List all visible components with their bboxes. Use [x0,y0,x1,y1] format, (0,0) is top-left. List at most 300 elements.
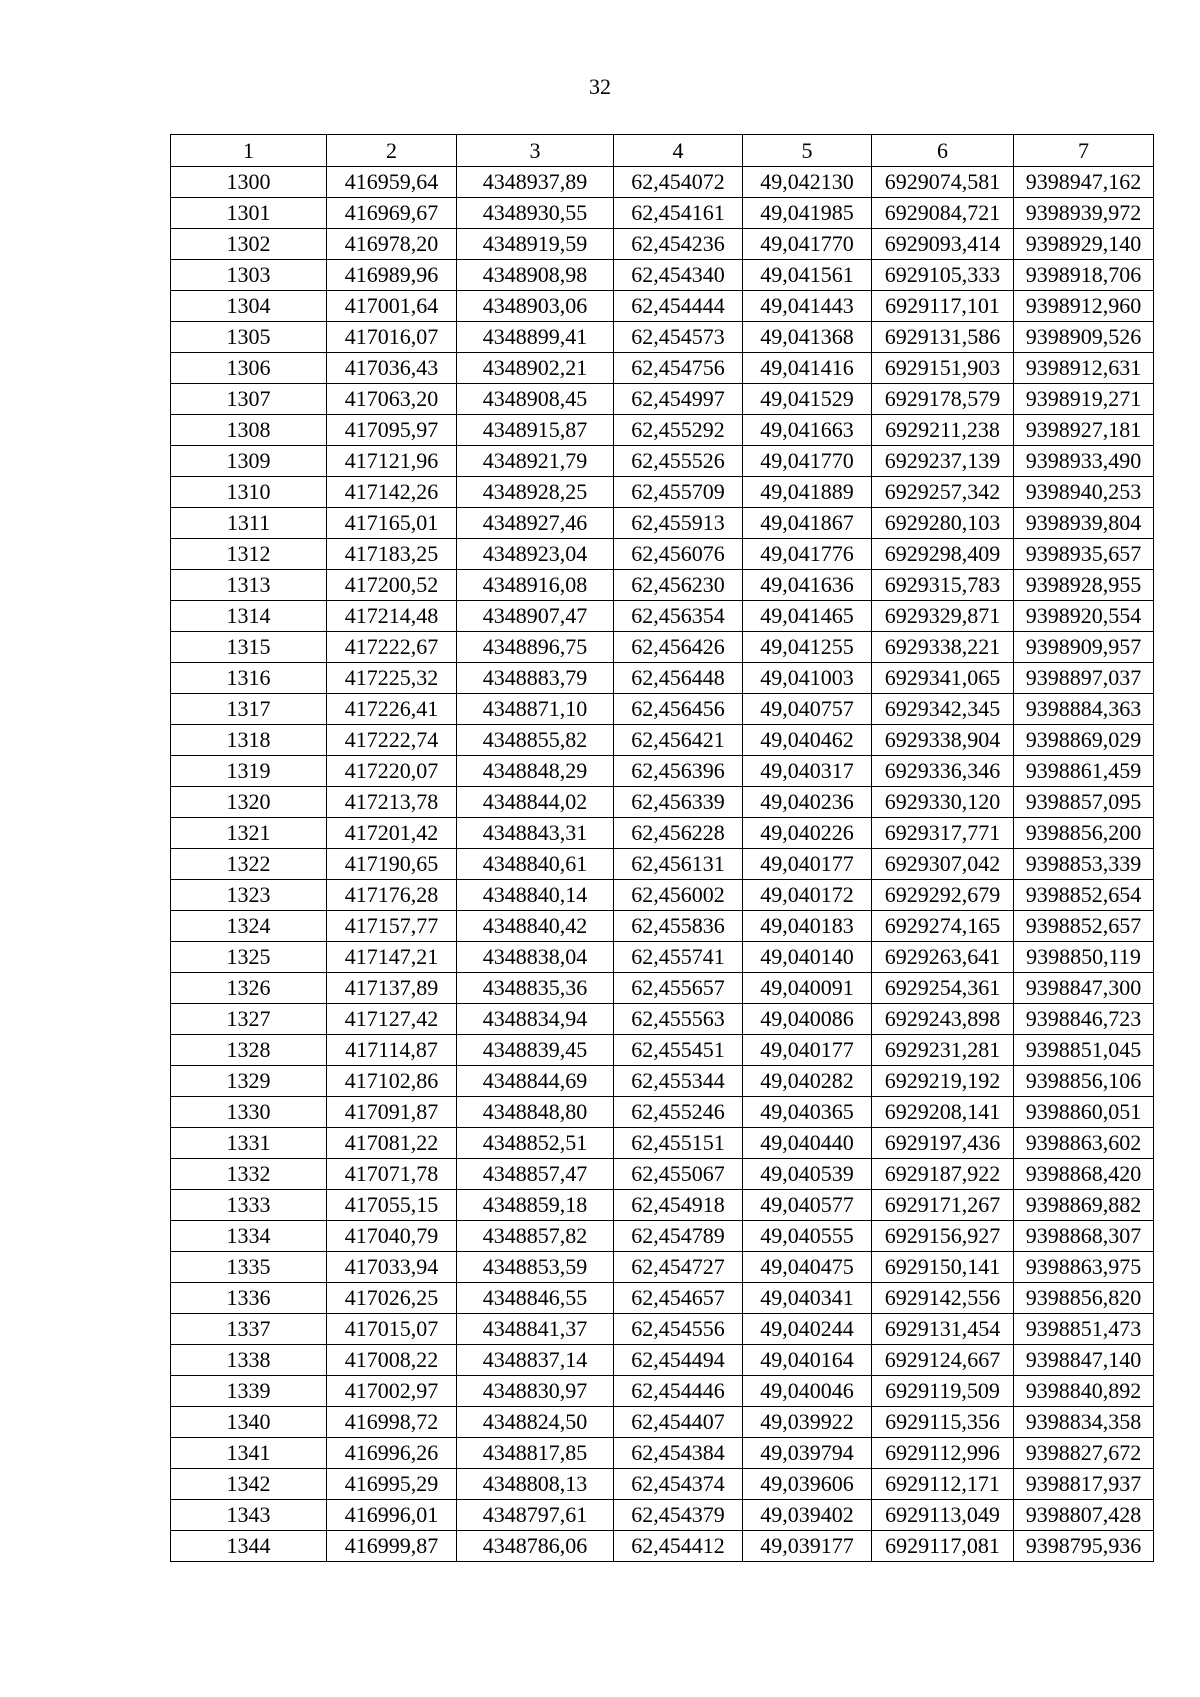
table-cell: 49,041529 [743,384,872,415]
table-cell: 6929254,361 [872,973,1014,1004]
table-row [171,1500,1154,1531]
table-cell: 49,040183 [743,911,872,942]
table-cell: 4348837,14 [457,1345,614,1376]
table-row [171,787,1154,818]
table-cell: 49,040341 [743,1283,872,1314]
table-cell: 6929341,065 [872,663,1014,694]
table-cell: 6929178,579 [872,384,1014,415]
table-cell: 417157,77 [327,911,457,942]
table-cell: 417016,07 [327,322,457,353]
table-cell: 49,039922 [743,1407,872,1438]
table-cell: 9398851,473 [1014,1314,1154,1345]
table-cell: 62,456354 [614,601,743,632]
table-cell: 417225,32 [327,663,457,694]
table-cell: 9398863,602 [1014,1128,1154,1159]
table-row [171,167,1154,198]
table-cell: 4348853,59 [457,1252,614,1283]
table-cell: 417222,74 [327,725,457,756]
table-cell: 4348937,89 [457,167,614,198]
table-cell: 4348844,02 [457,787,614,818]
table-cell: 49,040236 [743,787,872,818]
column-header-6: 6 [872,135,1014,167]
table-cell: 6929115,356 [872,1407,1014,1438]
table-cell: 4348883,79 [457,663,614,694]
table-cell: 416959,64 [327,167,457,198]
table-cell: 4348902,21 [457,353,614,384]
column-header-3: 3 [457,135,614,167]
point-id-cell: 1333 [171,1190,327,1221]
table-cell: 9398846,723 [1014,1004,1154,1035]
table-header [171,135,1154,167]
table-row [171,880,1154,911]
table-cell: 4348835,36 [457,973,614,1004]
table-cell: 6929171,267 [872,1190,1014,1221]
table-cell: 417190,65 [327,849,457,880]
table-row [171,1190,1154,1221]
table-row [171,1004,1154,1035]
table-cell: 417213,78 [327,787,457,818]
table-cell: 4348848,29 [457,756,614,787]
table-cell: 417015,07 [327,1314,457,1345]
table-cell: 4348916,08 [457,570,614,601]
point-id-cell: 1324 [171,911,327,942]
point-id-cell: 1342 [171,1469,327,1500]
point-id-cell: 1331 [171,1128,327,1159]
column-header-5: 5 [743,135,872,167]
point-id-cell: 1312 [171,539,327,570]
table-cell: 62,455067 [614,1159,743,1190]
table-cell: 62,454444 [614,291,743,322]
table-cell: 6929142,556 [872,1283,1014,1314]
table-row [171,1097,1154,1128]
table-cell: 62,455709 [614,477,743,508]
point-id-cell: 1321 [171,818,327,849]
table-row [171,1066,1154,1097]
table-row [171,1531,1154,1562]
table-cell: 4348786,06 [457,1531,614,1562]
table-row [171,756,1154,787]
table-body [171,167,1154,1562]
table-row [171,291,1154,322]
table-cell: 49,041443 [743,291,872,322]
table-cell: 417121,96 [327,446,457,477]
table-cell: 49,041416 [743,353,872,384]
page-number: 32 [589,74,611,99]
table-cell: 62,455246 [614,1097,743,1128]
point-id-cell: 1301 [171,198,327,229]
table-cell: 6929131,586 [872,322,1014,353]
table-cell: 62,454161 [614,198,743,229]
table-cell: 417142,26 [327,477,457,508]
table-cell: 417114,87 [327,1035,457,1066]
table-cell: 4348839,45 [457,1035,614,1066]
table-cell: 4348908,45 [457,384,614,415]
table-cell: 9398856,106 [1014,1066,1154,1097]
table-cell: 416969,67 [327,198,457,229]
table-cell: 9398939,804 [1014,508,1154,539]
point-id-cell: 1309 [171,446,327,477]
table-cell: 417147,21 [327,942,457,973]
table-cell: 6929329,871 [872,601,1014,632]
table-cell: 416996,01 [327,1500,457,1531]
point-id-cell: 1323 [171,880,327,911]
table-row [171,1159,1154,1190]
table-cell: 62,455563 [614,1004,743,1035]
point-id-cell: 1303 [171,260,327,291]
table-cell: 62,454340 [614,260,743,291]
table-cell: 4348840,61 [457,849,614,880]
table-cell: 6929292,679 [872,880,1014,911]
table-cell: 49,039606 [743,1469,872,1500]
table-cell: 4348927,46 [457,508,614,539]
point-id-cell: 1306 [171,353,327,384]
table-row [171,229,1154,260]
table-cell: 62,454407 [614,1407,743,1438]
table-cell: 6929117,081 [872,1531,1014,1562]
coordinates-table [170,134,1154,1562]
table-cell: 62,455151 [614,1128,743,1159]
table-cell: 416989,96 [327,260,457,291]
table-cell: 49,040177 [743,1035,872,1066]
table-cell: 417102,86 [327,1066,457,1097]
table-row [171,1345,1154,1376]
point-id-cell: 1329 [171,1066,327,1097]
table-cell: 49,041889 [743,477,872,508]
point-id-cell: 1314 [171,601,327,632]
point-id-cell: 1313 [171,570,327,601]
table-cell: 9398933,490 [1014,446,1154,477]
table-cell: 49,040086 [743,1004,872,1035]
table-cell: 4348808,13 [457,1469,614,1500]
point-id-cell: 1317 [171,694,327,725]
point-id-cell: 1341 [171,1438,327,1469]
table-cell: 417063,20 [327,384,457,415]
table-cell: 62,454997 [614,384,743,415]
table-cell: 417071,78 [327,1159,457,1190]
table-cell: 4348928,25 [457,477,614,508]
table-cell: 6929330,120 [872,787,1014,818]
point-id-cell: 1310 [171,477,327,508]
point-id-cell: 1316 [171,663,327,694]
point-id-cell: 1319 [171,756,327,787]
table-row [171,1283,1154,1314]
table-cell: 9398935,657 [1014,539,1154,570]
table-cell: 4348838,04 [457,942,614,973]
table-cell: 417040,79 [327,1221,457,1252]
table-cell: 6929112,996 [872,1438,1014,1469]
table-cell: 6929307,042 [872,849,1014,880]
table-row [171,942,1154,973]
table-cell: 49,039794 [743,1438,872,1469]
table-cell: 417220,07 [327,756,457,787]
table-cell: 417095,97 [327,415,457,446]
table-cell: 9398847,140 [1014,1345,1154,1376]
table-cell: 49,040577 [743,1190,872,1221]
point-id-cell: 1308 [171,415,327,446]
table-cell: 62,454573 [614,322,743,353]
table-cell: 6929074,581 [872,167,1014,198]
table-cell: 416995,29 [327,1469,457,1500]
table-cell: 416998,72 [327,1407,457,1438]
table-cell: 6929231,281 [872,1035,1014,1066]
table-cell: 9398856,820 [1014,1283,1154,1314]
table-cell: 417226,41 [327,694,457,725]
table-cell: 9398852,654 [1014,880,1154,911]
point-id-cell: 1322 [171,849,327,880]
table-row [171,601,1154,632]
point-id-cell: 1332 [171,1159,327,1190]
table-cell: 49,041561 [743,260,872,291]
table-row [171,1438,1154,1469]
table-cell: 9398853,339 [1014,849,1154,880]
table-cell: 6929237,139 [872,446,1014,477]
table-cell: 49,039177 [743,1531,872,1562]
table-cell: 4348857,47 [457,1159,614,1190]
table-cell: 62,454446 [614,1376,743,1407]
table-cell: 6929280,103 [872,508,1014,539]
table-cell: 62,454236 [614,229,743,260]
table-cell: 417033,94 [327,1252,457,1283]
table-row [171,353,1154,384]
table-cell: 62,456339 [614,787,743,818]
table-cell: 62,455836 [614,911,743,942]
table-cell: 9398927,181 [1014,415,1154,446]
point-id-cell: 1320 [171,787,327,818]
column-header-7: 7 [1014,135,1154,167]
table-row [171,1035,1154,1066]
table-cell: 9398928,955 [1014,570,1154,601]
table-cell: 6929243,898 [872,1004,1014,1035]
table-cell: 62,455657 [614,973,743,1004]
table-cell: 49,040282 [743,1066,872,1097]
table-cell: 62,454756 [614,353,743,384]
table-cell: 4348907,47 [457,601,614,632]
table-cell: 9398920,554 [1014,601,1154,632]
table-cell: 62,454918 [614,1190,743,1221]
table-cell: 49,040244 [743,1314,872,1345]
table-row [171,1128,1154,1159]
table-row [171,725,1154,756]
table-cell: 9398897,037 [1014,663,1154,694]
table-cell: 6929317,771 [872,818,1014,849]
table-cell: 417026,25 [327,1283,457,1314]
table-cell: 4348834,94 [457,1004,614,1035]
point-id-cell: 1307 [171,384,327,415]
table-cell: 49,041770 [743,229,872,260]
table-cell: 9398817,937 [1014,1469,1154,1500]
table-cell: 62,455451 [614,1035,743,1066]
point-id-cell: 1305 [171,322,327,353]
table-row [171,570,1154,601]
table-cell: 62,455292 [614,415,743,446]
table-cell: 49,041636 [743,570,872,601]
table-cell: 62,454374 [614,1469,743,1500]
table-cell: 9398834,358 [1014,1407,1154,1438]
table-row [171,477,1154,508]
table-cell: 49,040140 [743,942,872,973]
table-cell: 6929112,171 [872,1469,1014,1500]
table-cell: 4348852,51 [457,1128,614,1159]
column-header-2: 2 [327,135,457,167]
table-cell: 6929219,192 [872,1066,1014,1097]
table-cell: 9398940,253 [1014,477,1154,508]
table-cell: 4348896,75 [457,632,614,663]
table-cell: 417091,87 [327,1097,457,1128]
table-cell: 62,456426 [614,632,743,663]
table-cell: 4348830,97 [457,1376,614,1407]
table-cell: 49,041776 [743,539,872,570]
table-cell: 62,454789 [614,1221,743,1252]
table-cell: 6929131,454 [872,1314,1014,1345]
table-row [171,1469,1154,1500]
table-cell: 6929119,509 [872,1376,1014,1407]
table-cell: 62,454412 [614,1531,743,1562]
table-cell: 49,040164 [743,1345,872,1376]
table-cell: 9398851,045 [1014,1035,1154,1066]
table-row [171,198,1154,229]
table-cell: 49,040172 [743,880,872,911]
table-cell: 49,041985 [743,198,872,229]
table-cell: 417055,15 [327,1190,457,1221]
table-cell: 9398850,119 [1014,942,1154,973]
table-cell: 417200,52 [327,570,457,601]
table-cell: 49,041255 [743,632,872,663]
point-id-cell: 1300 [171,167,327,198]
table-cell: 417183,25 [327,539,457,570]
table-cell: 417176,28 [327,880,457,911]
point-id-cell: 1344 [171,1531,327,1562]
table-row [171,260,1154,291]
point-id-cell: 1335 [171,1252,327,1283]
table-cell: 9398860,051 [1014,1097,1154,1128]
table-cell: 6929338,904 [872,725,1014,756]
table-cell: 6929208,141 [872,1097,1014,1128]
table-row [171,508,1154,539]
table-cell: 49,039402 [743,1500,872,1531]
column-header-4: 4 [614,135,743,167]
table-cell: 417127,42 [327,1004,457,1035]
table-cell: 9398884,363 [1014,694,1154,725]
table-cell: 417008,22 [327,1345,457,1376]
table-cell: 9398947,162 [1014,167,1154,198]
table-row [171,446,1154,477]
table-cell: 4348903,06 [457,291,614,322]
table-cell: 49,042130 [743,167,872,198]
table-cell: 9398840,892 [1014,1376,1154,1407]
table-cell: 62,454657 [614,1283,743,1314]
point-id-cell: 1336 [171,1283,327,1314]
table-cell: 49,040091 [743,973,872,1004]
table-cell: 62,454556 [614,1314,743,1345]
table-cell: 6929257,342 [872,477,1014,508]
table-cell: 4348841,37 [457,1314,614,1345]
table-row [171,694,1154,725]
table-cell: 9398856,200 [1014,818,1154,849]
table-cell: 9398861,459 [1014,756,1154,787]
table-cell: 6929113,049 [872,1500,1014,1531]
table-cell: 62,456456 [614,694,743,725]
table-cell: 6929124,667 [872,1345,1014,1376]
table-cell: 62,456448 [614,663,743,694]
table-row [171,322,1154,353]
table-cell: 4348915,87 [457,415,614,446]
table-cell: 62,455741 [614,942,743,973]
table-cell: 49,040365 [743,1097,872,1128]
table-cell: 4348919,59 [457,229,614,260]
table-row [171,818,1154,849]
table-cell: 4348817,85 [457,1438,614,1469]
table-cell: 4348824,50 [457,1407,614,1438]
point-id-cell: 1338 [171,1345,327,1376]
table-cell: 6929336,346 [872,756,1014,787]
table-cell: 9398868,307 [1014,1221,1154,1252]
table-cell: 4348921,79 [457,446,614,477]
table-cell: 49,040757 [743,694,872,725]
table-cell: 62,456421 [614,725,743,756]
point-id-cell: 1315 [171,632,327,663]
table-cell: 6929315,783 [872,570,1014,601]
point-id-cell: 1302 [171,229,327,260]
table-cell: 9398909,526 [1014,322,1154,353]
table-cell: 62,455344 [614,1066,743,1097]
table-cell: 6929187,922 [872,1159,1014,1190]
table-cell: 9398869,882 [1014,1190,1154,1221]
table-cell: 49,040440 [743,1128,872,1159]
point-id-cell: 1334 [171,1221,327,1252]
table-cell: 9398909,957 [1014,632,1154,663]
table-cell: 62,455913 [614,508,743,539]
table-cell: 6929156,927 [872,1221,1014,1252]
point-id-cell: 1330 [171,1097,327,1128]
table-row [171,911,1154,942]
table-cell: 4348848,80 [457,1097,614,1128]
table-row [171,1407,1154,1438]
table-cell: 6929338,221 [872,632,1014,663]
table-cell: 9398857,095 [1014,787,1154,818]
table-cell: 49,040317 [743,756,872,787]
point-id-cell: 1337 [171,1314,327,1345]
table-cell: 417214,48 [327,601,457,632]
column-header-1: 1 [171,135,327,167]
table-cell: 6929105,333 [872,260,1014,291]
table-cell: 417036,43 [327,353,457,384]
table-cell: 4348843,31 [457,818,614,849]
point-id-cell: 1318 [171,725,327,756]
table-cell: 9398929,140 [1014,229,1154,260]
table-cell: 6929298,409 [872,539,1014,570]
table-cell: 9398912,631 [1014,353,1154,384]
table-cell: 416978,20 [327,229,457,260]
table-cell: 6929274,165 [872,911,1014,942]
table-row [171,384,1154,415]
point-id-cell: 1325 [171,942,327,973]
table-cell: 62,456230 [614,570,743,601]
table-cell: 4348846,55 [457,1283,614,1314]
table-cell: 4348840,42 [457,911,614,942]
table-cell: 49,041663 [743,415,872,446]
table-cell: 9398919,271 [1014,384,1154,415]
table-cell: 4348844,69 [457,1066,614,1097]
table-row [171,1221,1154,1252]
table-cell: 4348899,41 [457,322,614,353]
table-cell: 62,454379 [614,1500,743,1531]
table-cell: 417002,97 [327,1376,457,1407]
table-row [171,849,1154,880]
table-cell: 49,041465 [743,601,872,632]
table-cell: 6929197,436 [872,1128,1014,1159]
table-cell: 9398807,428 [1014,1500,1154,1531]
table-cell: 49,040539 [743,1159,872,1190]
